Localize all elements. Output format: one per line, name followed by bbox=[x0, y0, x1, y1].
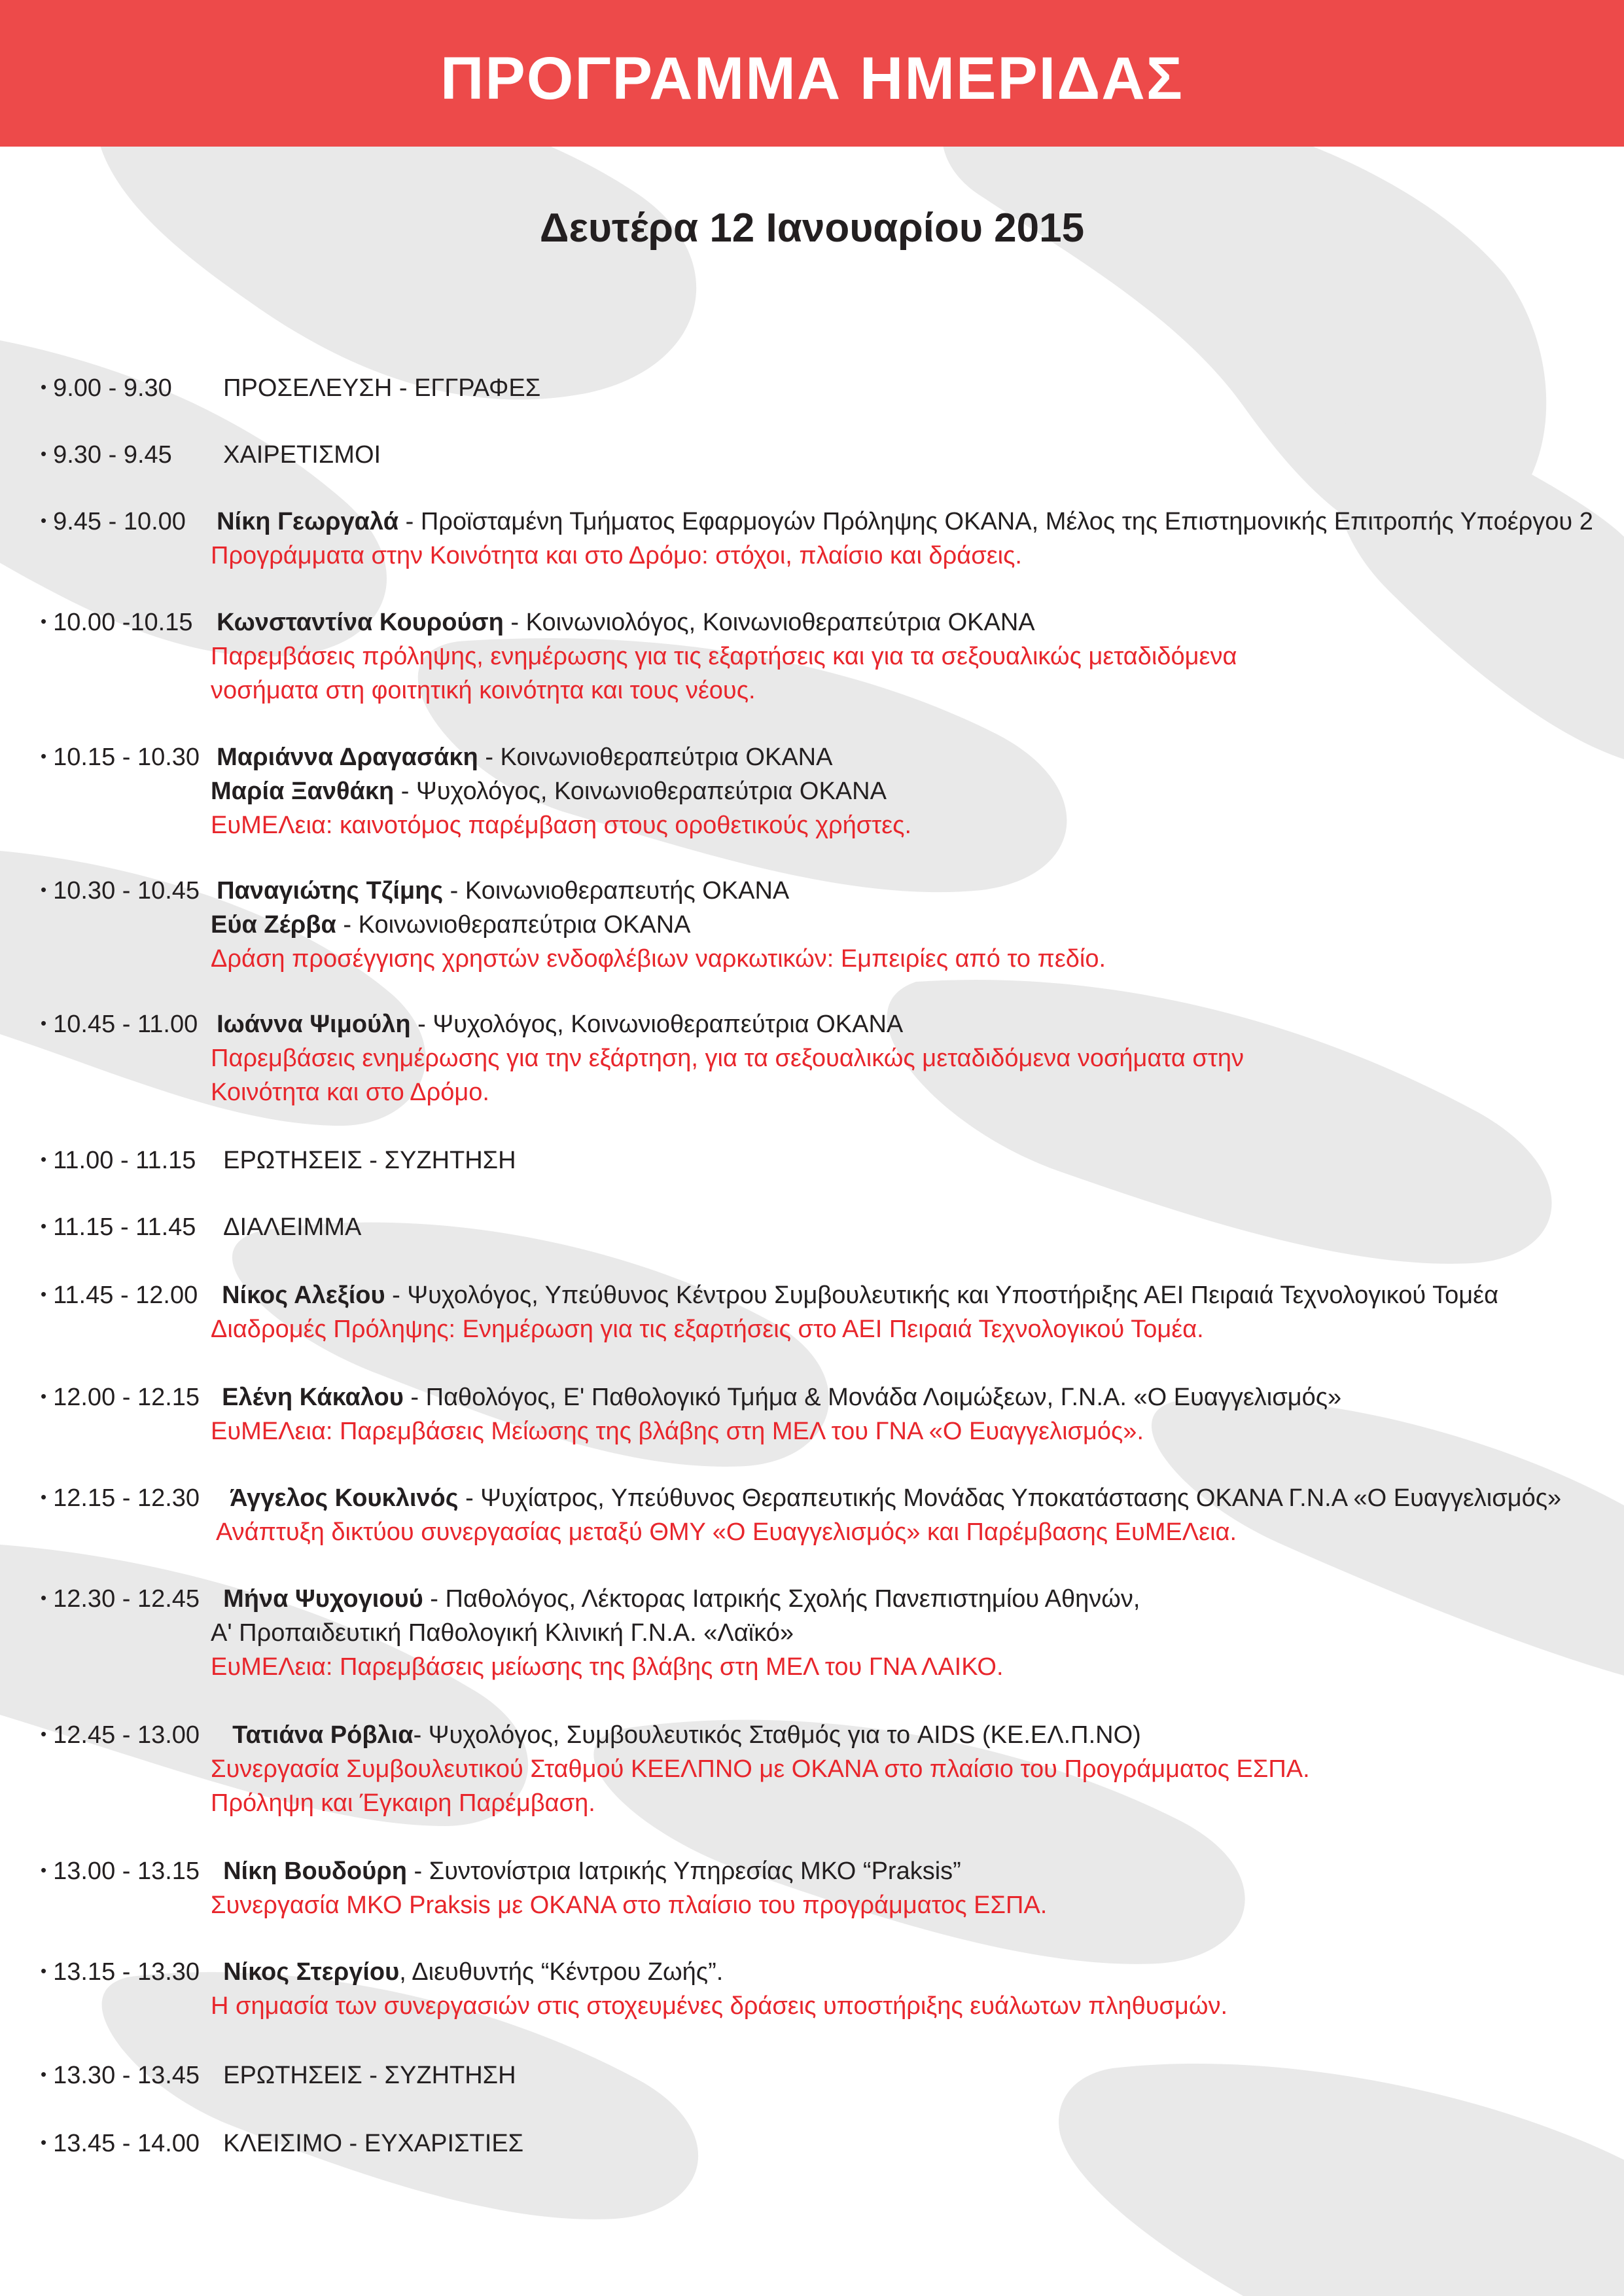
speaker-name: Μαρία Ξανθάκη bbox=[211, 778, 395, 805]
bullet-icon: • bbox=[41, 511, 47, 530]
entry-time: 12.30 - 12.45 bbox=[53, 1585, 200, 1613]
speaker-name: Νίκη Γεωργαλά bbox=[217, 508, 399, 535]
bullet-icon: • bbox=[41, 2132, 47, 2152]
bullet-icon: • bbox=[41, 377, 47, 397]
topic-line: Δράση προσέγγισης χρηστών ενδοφλέβιων ναρκωτικών: Εμπειρίες από το πεδίο. bbox=[211, 945, 1106, 973]
speaker-role: - Κοινωνιολόγος, Κοινωνιοθεραπεύτρια ΟΚΑΝΑ bbox=[503, 609, 1035, 636]
speaker-role: - Ψυχίατρος, Υπεύθυνος Θεραπευτικής Μονάδας Υποκατάστασης ΟΚΑΝΑ Γ.Ν.Α «Ο Ευαγγελισμός» bbox=[458, 1484, 1562, 1512]
entry-time: 11.15 - 11.45 bbox=[53, 1213, 196, 1241]
bullet-icon: • bbox=[41, 1149, 47, 1169]
speaker-name: Μήνα Ψυχογιουύ bbox=[223, 1585, 423, 1613]
bullet-icon: • bbox=[41, 1961, 47, 1981]
topic-line: Διαδρομές Πρόληψης: Ενημέρωση για τις εξαρτήσεις στο ΑΕΙ Πειραιά Τεχνολογικού Τομέα. bbox=[211, 1316, 1204, 1343]
bullet-icon: • bbox=[41, 1860, 47, 1880]
topic-line: Ανάπτυξη δικτύου συνεργασίας μεταξύ ΘΜΥ «Ο Ευαγγελισμός» και Παρέμβασης ΕυΜΕΛεια. bbox=[216, 1518, 1237, 1546]
bullet-icon: • bbox=[41, 880, 47, 899]
entry-time: 10.15 - 10.30 bbox=[53, 744, 200, 771]
speaker-name: Νίκος Στεργίου bbox=[223, 1958, 400, 1986]
bullet-icon: • bbox=[41, 2064, 47, 2084]
topic-line: ΕυΜΕΛεια: Παρεμβάσεις Μείωσης της βλάβης στη ΜΕΛ του ΓΝΑ «Ο Ευαγγελισμός». bbox=[211, 1418, 1144, 1445]
topic-line: ΕυΜΕΛεια: Παρεμβάσεις μείωσης της βλάβης στη ΜΕΛ του ΓΝΑ ΛΑΙΚΟ. bbox=[211, 1653, 1004, 1681]
bullet-icon: • bbox=[41, 1013, 47, 1033]
entry-time: 12.15 - 12.30 bbox=[53, 1484, 200, 1512]
topic-line: Η σημασία των συνεργασιών στις στοχευμένες δράσεις υποστήριξης ευάλωτων πληθυσμών. bbox=[211, 1992, 1228, 2020]
entry-label: ΕΡΩΤΗΣΕΙΣ - ΣΥΖΗΤΗΣΗ bbox=[223, 2062, 516, 2089]
topic-line: Παρεμβάσεις ενημέρωσης για την εξάρτηση, για τα σεξουαλικώς μεταδιδόμενα νοσήματα στην bbox=[211, 1045, 1244, 1072]
speaker-role: - Κοινωνιοθεραπεύτρια ΟΚΑΝΑ bbox=[478, 744, 833, 771]
bullet-icon: • bbox=[41, 1216, 47, 1236]
entry-time: 11.00 - 11.15 bbox=[53, 1147, 196, 1174]
entry-time: 13.45 - 14.00 bbox=[53, 2130, 200, 2157]
bullet-icon: • bbox=[41, 444, 47, 463]
speaker-role: - Ψυχολόγος, Υπεύθυνος Κέντρου Συμβουλευτικής και Υποστήριξης ΑΕΙ Πειραιά Τεχνολογικού Τομέα bbox=[385, 1282, 1499, 1309]
date-heading: Δευτέρα 12 Ιανουαρίου 2015 bbox=[539, 206, 1085, 251]
entry-time: 11.45 - 12.00 bbox=[53, 1282, 198, 1309]
entry-time: 12.00 - 12.15 bbox=[53, 1384, 200, 1411]
topic-line: Προγράμματα στην Κοινότητα και στο Δρόμο: στόχοι, πλαίσιο και δράσεις. bbox=[211, 542, 1022, 569]
speaker-name: Κωνσταντίνα Κουρούση bbox=[217, 609, 504, 636]
topic-line: Πρόληψη και Έγκαιρη Παρέμβαση. bbox=[211, 1789, 595, 1817]
topic-line: ΕυΜΕΛεια: καινοτόμος παρέμβαση στους οροθετικούς χρήστες. bbox=[211, 812, 912, 839]
speaker-role: - Κοινωνιοθεραπευτής ΟΚΑΝΑ bbox=[443, 877, 790, 905]
entry-time: 13.15 - 13.30 bbox=[53, 1958, 200, 1986]
speaker-name: Τατιάνα Ρόβλια bbox=[232, 1721, 414, 1749]
speaker-role: - Ψυχολόγος, Συμβουλευτικός Σταθμός για το AIDS (ΚΕ.ΕΛ.Π.ΝΟ) bbox=[413, 1721, 1141, 1749]
speaker-role: , Διευθυντής “Κέντρου Ζωής”. bbox=[399, 1958, 724, 1986]
speaker-name: Νίκος Αλεξίου bbox=[222, 1282, 385, 1309]
entry-time: 12.45 - 13.00 bbox=[53, 1721, 200, 1749]
page-title: ΠΡΟΓΡΑΜΜΑ ΗΜΕΡΙΔΑΣ bbox=[440, 45, 1184, 112]
entry-label: ΚΛΕΙΣΙΜΟ - ΕΥΧΑΡΙΣΤΙΕΣ bbox=[223, 2130, 524, 2157]
bullet-icon: • bbox=[41, 1487, 47, 1507]
entry-time: 9.00 - 9.30 bbox=[53, 374, 172, 402]
bullet-icon: • bbox=[41, 746, 47, 766]
entry-time: 10.00 -10.15 bbox=[53, 609, 193, 636]
entry-label: ΠΡΟΣΕΛΕΥΣΗ - ΕΓΓΡΑΦΕΣ bbox=[223, 374, 541, 402]
entry-time: 10.45 - 11.00 bbox=[53, 1011, 198, 1038]
entry-label: ΧΑΙΡΕΤΙΣΜΟΙ bbox=[223, 441, 381, 469]
entry-time: 13.00 - 13.15 bbox=[53, 1857, 200, 1885]
entry-label: ΕΡΩΤΗΣΕΙΣ - ΣΥΖΗΤΗΣΗ bbox=[223, 1147, 516, 1174]
topic-line: Συνεργασία Συμβουλευτικού Σταθμού ΚΕΕΛΠΝΟ με ΟΚΑΝΑ στο πλαίσιο του Προγράμματος ΕΣΠΑ. bbox=[211, 1755, 1310, 1783]
speaker-name: Εύα Ζέρβα bbox=[211, 911, 336, 939]
speaker-role: - Κοινωνιοθεραπεύτρια ΟΚΑΝΑ bbox=[336, 911, 691, 939]
speaker-name: Άγγελος Κουκλινός bbox=[230, 1484, 459, 1512]
speaker-name: Παναγιώτης Τζίμης bbox=[217, 877, 444, 905]
entry-time: 10.30 - 10.45 bbox=[53, 877, 200, 905]
speaker-role: - Παθολόγος, Ε' Παθολογικό Τμήμα & Μονάδα Λοιμώξεων, Γ.Ν.Α. «Ο Ευαγγελισμός» bbox=[403, 1384, 1342, 1411]
bullet-icon: • bbox=[41, 1724, 47, 1744]
speaker-name: Νίκη Βουδούρη bbox=[223, 1857, 407, 1885]
speaker-name: Μαριάννα Δραγασάκη bbox=[217, 744, 478, 771]
header-bar bbox=[0, 0, 1624, 147]
speaker-role: - Συντονίστρια Ιατρικής Υπηρεσίας ΜΚΟ “Praksis” bbox=[406, 1857, 961, 1885]
speaker-name: Ελένη Κάκαλου bbox=[222, 1384, 404, 1411]
speaker-role: - Ψυχολόγος, Κοινωνιοθεραπεύτρια ΟΚΑΝΑ bbox=[410, 1011, 904, 1038]
entry-time: 9.45 - 10.00 bbox=[53, 508, 186, 535]
entry-time: 13.30 - 13.45 bbox=[53, 2062, 200, 2089]
bullet-icon: • bbox=[41, 1386, 47, 1406]
speaker-name: Ιωάννα Ψιμούλη bbox=[217, 1011, 411, 1038]
topic-line: Κοινότητα και στο Δρόμο. bbox=[211, 1079, 489, 1106]
bullet-icon: • bbox=[41, 611, 47, 631]
topic-line: νοσήματα στη φοιτητική κοινότητα και τους νέους. bbox=[211, 677, 756, 704]
topic-line: Συνεργασία ΜΚΟ Praksis με ΟΚΑΝΑ στο πλαίσιο του προγράμματος ΕΣΠΑ. bbox=[211, 1892, 1048, 1919]
entry-label: ΔΙΑΛΕΙΜΜΑ bbox=[223, 1213, 362, 1241]
entry-time: 9.30 - 9.45 bbox=[53, 441, 172, 469]
speaker-role: - Ψυχολόγος, Κοινωνιοθεραπεύτρια ΟΚΑΝΑ bbox=[394, 778, 887, 805]
speaker-role: - Προϊσταμένη Τμήματος Εφαρμογών Πρόληψης ΟΚΑΝΑ, Μέλος της Επιστημονικής Επιτροπής Υποέργου 2 bbox=[398, 508, 1593, 535]
bullet-icon: • bbox=[41, 1284, 47, 1304]
topic-line: Παρεμβάσεις πρόληψης, ενημέρωσης για τις εξαρτήσεις και για τα σεξουαλικώς μεταδιδόμενα bbox=[211, 643, 1237, 670]
speaker-role: - Παθολόγος, Λέκτορας Ιατρικής Σχολής Πανεπιστημίου Αθηνών, bbox=[423, 1585, 1140, 1613]
speaker-role: Α' Προπαιδευτική Παθολογική Κλινική Γ.Ν.Α. «Λαϊκό» bbox=[211, 1619, 794, 1647]
bullet-icon: • bbox=[41, 1588, 47, 1607]
